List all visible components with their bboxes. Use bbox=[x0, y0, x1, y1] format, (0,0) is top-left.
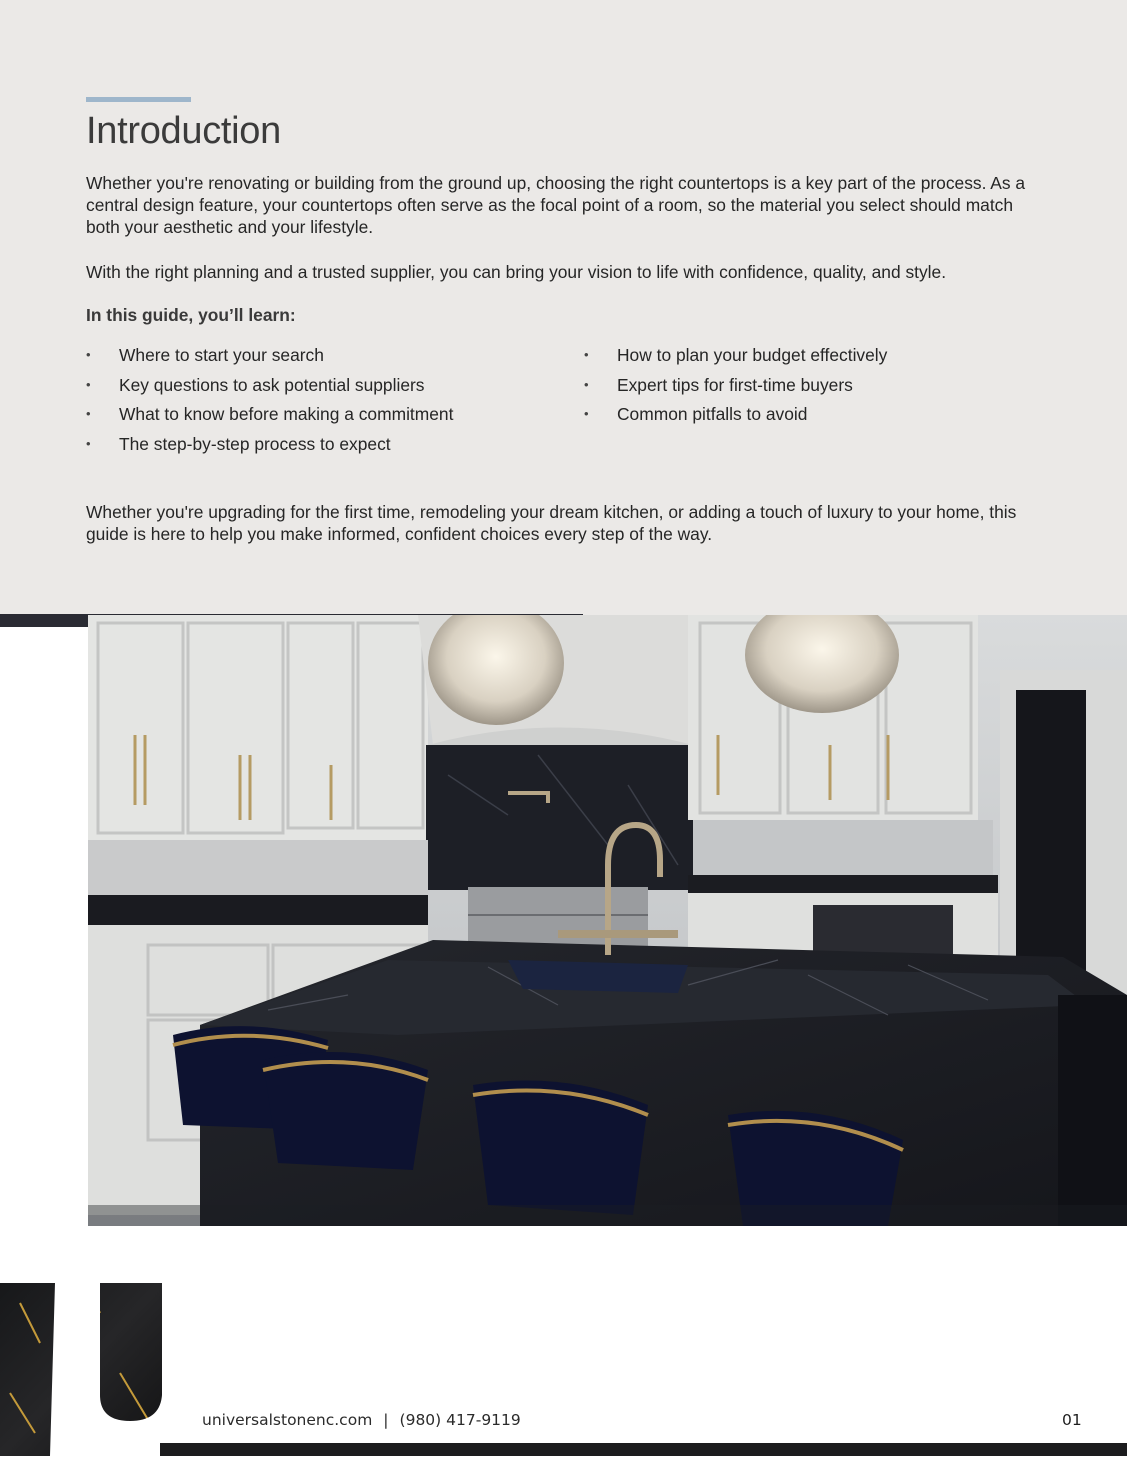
bullet-item: • Where to start your search bbox=[86, 345, 324, 365]
bullet-icon: • bbox=[584, 347, 589, 362]
bullet-icon: • bbox=[86, 376, 91, 392]
intro-paragraph-2: With the right planning and a trusted supplier, you can bring your vision to life with confidence, quality, and style. bbox=[86, 262, 947, 282]
bullet-icon: • bbox=[86, 347, 91, 362]
bullet-icon: • bbox=[86, 435, 91, 451]
bullet-item: • The step-by-step process to expect bbox=[86, 433, 391, 454]
footer-contact bbox=[202, 1411, 521, 1429]
bullet-item: • What to know before making a commitment bbox=[86, 404, 454, 424]
phone-number[interactable]: (980) 417-9119 bbox=[399, 1411, 521, 1429]
bullet-icon: • bbox=[86, 406, 91, 421]
intro-paragraph-1: Whether you're renovating or building from the ground up, choosing the right countertops is a key part of the process. As a central design feature, your countertops often serve as the focal point of a room, so the material you select should match both your aesthetic and your lifestyle. bbox=[86, 173, 1026, 237]
bullet-item: • Expert tips for first-time buyers bbox=[584, 374, 853, 395]
kitchen-photo bbox=[88, 615, 1127, 1226]
bullet-icon: • bbox=[584, 406, 589, 421]
bullet-list-left bbox=[86, 344, 566, 462]
page-number: 01 bbox=[1062, 1411, 1082, 1429]
title-accent-line bbox=[86, 97, 191, 102]
website-link[interactable]: universalstonenc.com bbox=[202, 1411, 373, 1429]
footer-separator: | bbox=[383, 1411, 389, 1429]
bullet-icon: • bbox=[584, 376, 589, 392]
closing-paragraph: Whether you're upgrading for the first time, remodeling your dream kitchen, or adding a touch of luxury to your home, this guide is here to help you make informed, confident choices every step of the way. bbox=[86, 502, 1017, 544]
brand-logo-mark bbox=[0, 1283, 175, 1456]
bullet-list-right bbox=[584, 344, 1064, 433]
bullet-item: • Common pitfalls to avoid bbox=[584, 404, 808, 424]
bullet-item: • Key questions to ask potential suppliers bbox=[86, 374, 425, 395]
learn-heading: In this guide, you’ll learn: bbox=[86, 305, 296, 325]
footer-marble-strip bbox=[160, 1443, 1127, 1456]
bullet-item: • How to plan your budget effectively bbox=[584, 345, 888, 365]
page-title: Introduction bbox=[86, 110, 281, 152]
